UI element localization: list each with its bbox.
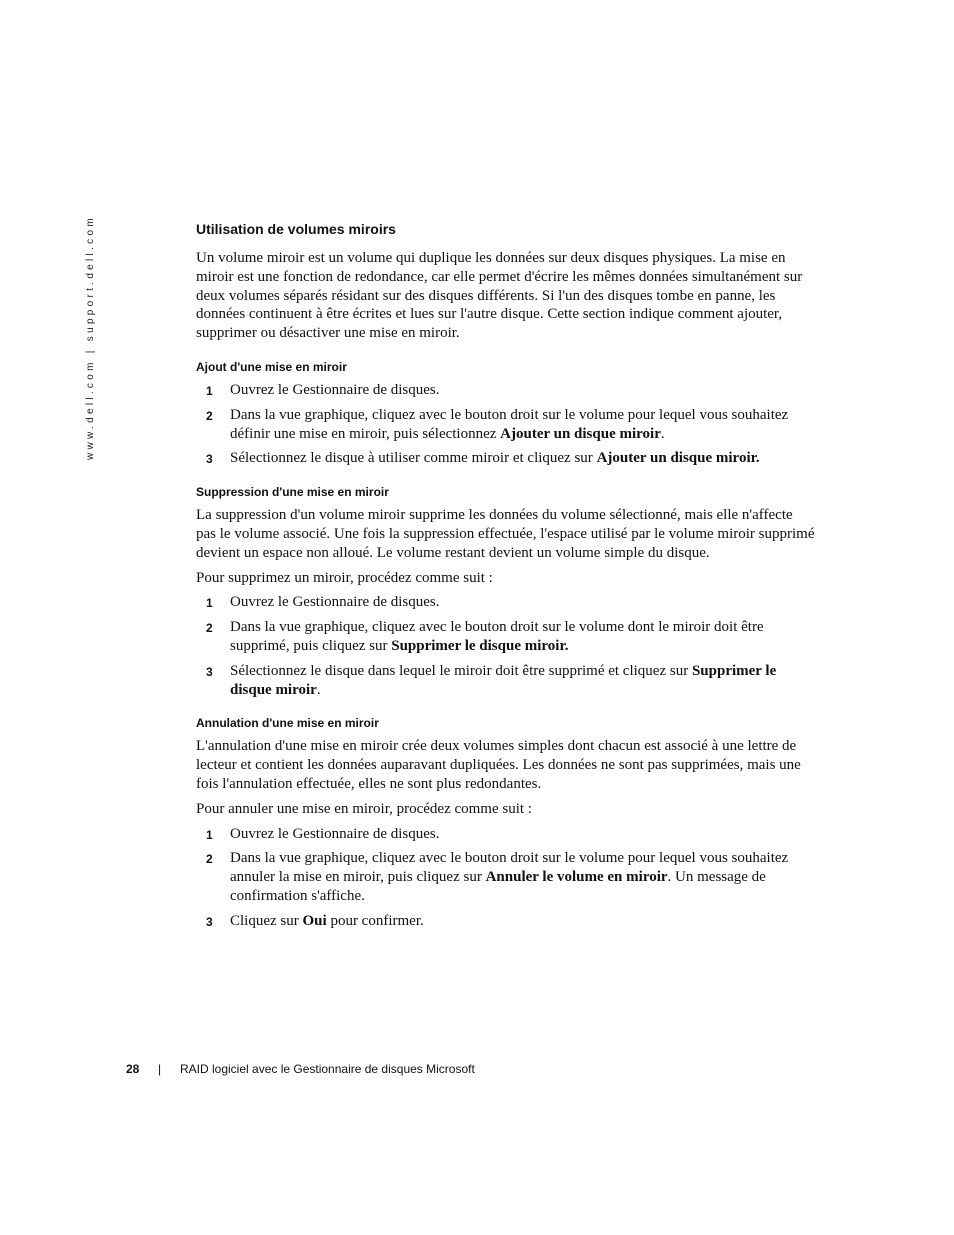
step-text: Ouvrez le Gestionnaire de disques.: [230, 825, 440, 842]
list-item: [196, 406, 816, 444]
step-number: 3: [206, 452, 213, 467]
step-number: 1: [206, 383, 213, 398]
chapter-title: RAID logiciel avec le Gestionnaire de disques Microsoft: [180, 1062, 475, 1076]
remove-instructions: Pour supprimez un miroir, procédez comme suit :: [196, 569, 493, 586]
footer-separator: |: [158, 1062, 162, 1076]
step-text: Ouvrez le Gestionnaire de disques.: [230, 381, 440, 398]
step-text: Ouvrez le Gestionnaire de disques.: [230, 594, 440, 611]
cancel-mirror-heading: Annulation d'une mise en miroir: [196, 716, 379, 731]
step-command: Ajouter un disque miroir: [500, 425, 661, 442]
list-item: [196, 912, 816, 931]
step-text: Dans la vue graphique, cliquez avec le bouton droit sur le volume pour lequel vous souhaitez définir une mise en miroir, puis sélectionnez: [230, 406, 789, 442]
list-item: [196, 849, 816, 905]
step-text-after: pour confirmer.: [326, 912, 424, 929]
step-text: Sélectionnez le disque à utiliser comme miroir et cliquez sur: [230, 450, 597, 467]
step-text-after: .: [316, 681, 321, 698]
cancel-instructions: Pour annuler une mise en miroir, procédez comme suit :: [196, 800, 532, 817]
step-text: Sélectionnez le disque dans lequel le miroir doit être supprimé et cliquez sur: [230, 662, 692, 679]
step-command: Supprimer le disque miroir: [230, 662, 777, 698]
step-text: Cliquez sur: [230, 912, 303, 929]
remove-paragraph: La suppression d'un volume miroir supprime les données du volume sélectionné, mais elle n'affecte pas le volume associé. Une fois la suppression effectuée, l'espace utilisé par le volume miroir supprimé devient un espace non alloué. Le volume restant devient un volume simple du disque.: [196, 507, 815, 561]
page-content: [196, 219, 816, 937]
page-number: 28: [126, 1062, 140, 1076]
list-item: [196, 825, 816, 844]
step-number: 3: [206, 914, 213, 929]
intro-paragraph: Un volume miroir est un volume qui duplique les données sur deux disques physiques. La mise en miroir est une fonction de redondance, car elle permet d'écrire les mêmes données simultanément sur deux volumes séparés résidant sur des disques différents. Si l'un des disques tombe en panne, les données continuent à être écrites et lues sur l'autre disque. Cette section indique comment ajouter, supprimer ou désactiver une mise en miroir.: [196, 250, 803, 342]
add-mirror-heading: Ajout d'une mise en miroir: [196, 359, 347, 374]
remove-mirror-steps: [196, 593, 816, 699]
section-title: Utilisation de volumes miroirs: [196, 221, 396, 237]
step-number: 2: [206, 408, 213, 423]
step-command: Ajouter un disque miroir.: [596, 450, 760, 467]
list-item: [196, 449, 816, 468]
step-text-after: . Un message de confirmation s'affiche.: [230, 869, 766, 904]
list-item: [196, 618, 816, 656]
step-number: 3: [206, 664, 213, 679]
step-number: 2: [206, 852, 213, 867]
step-text-after: .: [660, 425, 665, 442]
list-item: [196, 381, 816, 400]
step-number: 1: [206, 596, 213, 611]
step-command: Oui: [302, 912, 327, 929]
page-footer: [126, 1062, 475, 1076]
sidebar-url: [80, 215, 100, 460]
step-text: Dans la vue graphique, cliquez avec le bouton droit sur le volume pour lequel vous souhaitez annuler la mise en miroir, puis cliquez sur: [230, 850, 789, 886]
remove-mirror-heading: Suppression d'une mise en miroir: [196, 485, 389, 500]
step-command: Supprimer le disque miroir.: [391, 637, 569, 654]
sidebar-url-text: www.dell.com | support.dell.com: [85, 215, 96, 460]
cancel-mirror-steps: [196, 825, 816, 931]
step-number: 1: [206, 827, 213, 842]
step-number: 2: [206, 621, 213, 636]
step-text: Dans la vue graphique, cliquez avec le bouton droit sur le volume dont le miroir doit être supprimé, puis cliquez sur: [230, 619, 764, 654]
cancel-paragraph: L'annulation d'une mise en miroir crée deux volumes simples dont chacun est associé à une lettre de lecteur et contient les données auparavant dupliquées. Les données ne sont pas supprimées, mais une fois l'annulation effectuée, elles ne sont plus redondantes.: [196, 738, 801, 792]
step-command: Annuler le volume en miroir: [485, 869, 668, 886]
list-item: [196, 662, 816, 700]
add-mirror-steps: [196, 381, 816, 468]
list-item: [196, 593, 816, 612]
